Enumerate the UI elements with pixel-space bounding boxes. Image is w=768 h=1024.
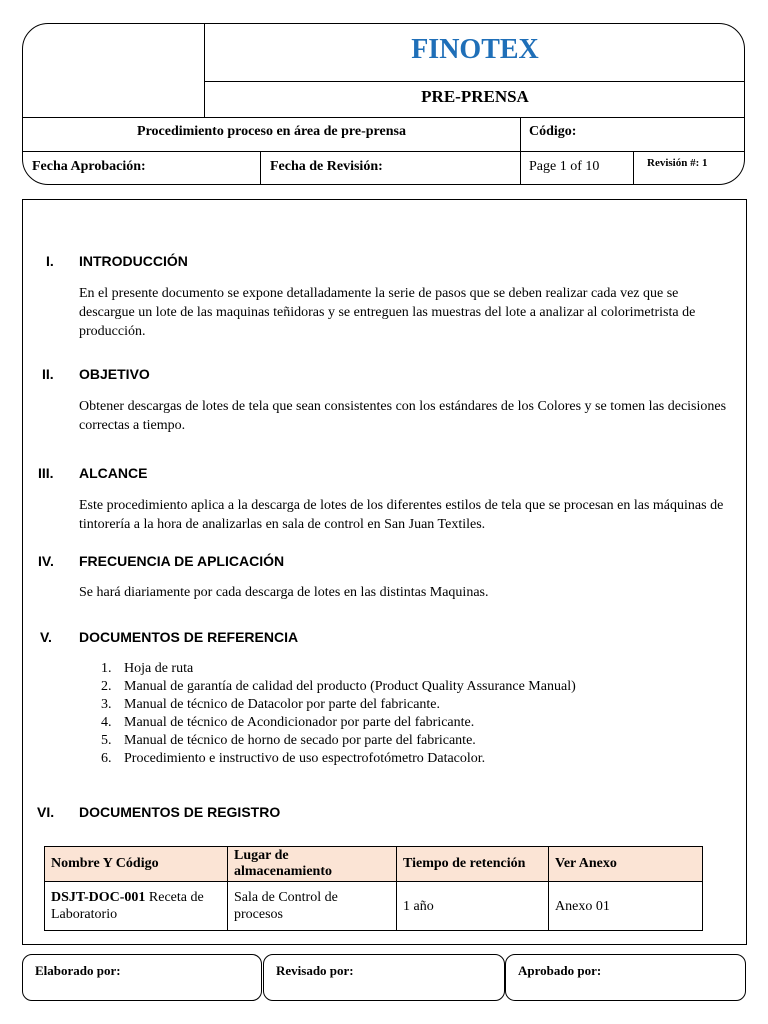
approved-by-box [505, 954, 746, 1001]
table-cell: Anexo 01 [549, 882, 703, 931]
company-name: FINOTEX [411, 34, 539, 65]
section-text-alcance: Este procedimiento aplica a la descarga de lotes de los diferentes estilos de tela que se procesan en las máquinas de tintorería a la hora de analizarlas en sala de control en San Juan Textiles. [79, 498, 724, 532]
section-title-introduccion: INTRODUCCIÓN [79, 253, 188, 269]
section-number: II. [42, 366, 54, 382]
section-number: I. [46, 253, 54, 269]
approval-date-label: Fecha Aprobación: [32, 159, 146, 174]
approved-by-label: Aprobado por: [518, 963, 602, 978]
prepared-by-label: Elaborado por: [35, 963, 121, 978]
reference-list [101, 660, 576, 768]
section-number: IV. [38, 553, 54, 569]
revision-date-label: Fecha de Revisión: [270, 159, 383, 174]
reviewed-by-box [263, 954, 505, 1001]
reviewed-by-label: Revisado por: [276, 963, 354, 978]
table-header-row [45, 847, 703, 882]
list-item: 4. Manual de técnico de Acondicionador por parte del fabricante. [101, 715, 475, 730]
section-text-objetivo: Obtener descargas de lotes de tela que sean consistentes con los estándares de los Colores y se tomen las decisiones correctas a tiempo. [79, 399, 727, 433]
column-header: Ver Anexo [549, 847, 703, 882]
header-divider [23, 151, 745, 152]
list-item: 6. Procedimiento e instructivo de uso espectrofotómetro Datacolor. [101, 751, 486, 766]
list-item: 2. Manual de garantía de calidad del producto (Product Quality Assurance Manual) [101, 679, 576, 694]
revision-number: Revisión #: 1 [647, 157, 708, 169]
section-title-frecuencia: FRECUENCIA DE APLICACIÓN [79, 553, 285, 569]
table-row [45, 882, 703, 931]
header-divider [633, 151, 634, 185]
section-title-alcance: ALCANCE [79, 465, 148, 481]
column-header: Tiempo de retención [397, 847, 549, 882]
header-divider [23, 117, 745, 118]
register-table [44, 846, 703, 931]
section-number: V. [40, 629, 52, 645]
document-header [22, 23, 745, 185]
section-number: III. [38, 465, 54, 481]
list-item: 1. Hoja de ruta [101, 661, 194, 676]
list-item: 5. Manual de técnico de horno de secado por parte del fabricante. [101, 733, 476, 748]
section-number: VI. [37, 804, 55, 820]
section-text-introduccion: En el presente documento se expone detalladamente la serie de pasos que se deben realizar cada vez que se descargue un lote de las maquinas teñidoras y se entreguen las muestras del lote a analizar al colorimetrista de producción. [79, 286, 696, 339]
code-label: Código: [529, 124, 577, 139]
section-title-registro: DOCUMENTOS DE REGISTRO [79, 804, 281, 820]
list-item: 3. Manual de técnico de Datacolor por parte del fabricante. [101, 697, 441, 712]
prepared-by-box [22, 954, 262, 1001]
header-divider [520, 117, 521, 185]
header-divider [260, 151, 261, 185]
table-cell: 1 año [397, 882, 549, 931]
section-title-referencia: DOCUMENTOS DE REFERENCIA [79, 629, 299, 645]
procedure-title: Procedimiento proceso en área de pre-prensa [137, 124, 406, 139]
section-text-frecuencia: Se hará diariamente por cada descarga de lotes en las distintas Maquinas. [79, 585, 489, 600]
header-divider [204, 81, 745, 82]
page-number: Page 1 of 10 [529, 159, 600, 174]
department-name: PRE-PRENSA [421, 87, 529, 106]
table-cell: DSJT-DOC-001 Receta de Laboratorio [45, 882, 228, 931]
column-header: Lugar de almacenamiento [228, 847, 397, 882]
section-title-objetivo: OBJETIVO [79, 366, 150, 382]
table-cell: Sala de Control de procesos [228, 882, 397, 931]
column-header: Nombre Y Código [45, 847, 228, 882]
